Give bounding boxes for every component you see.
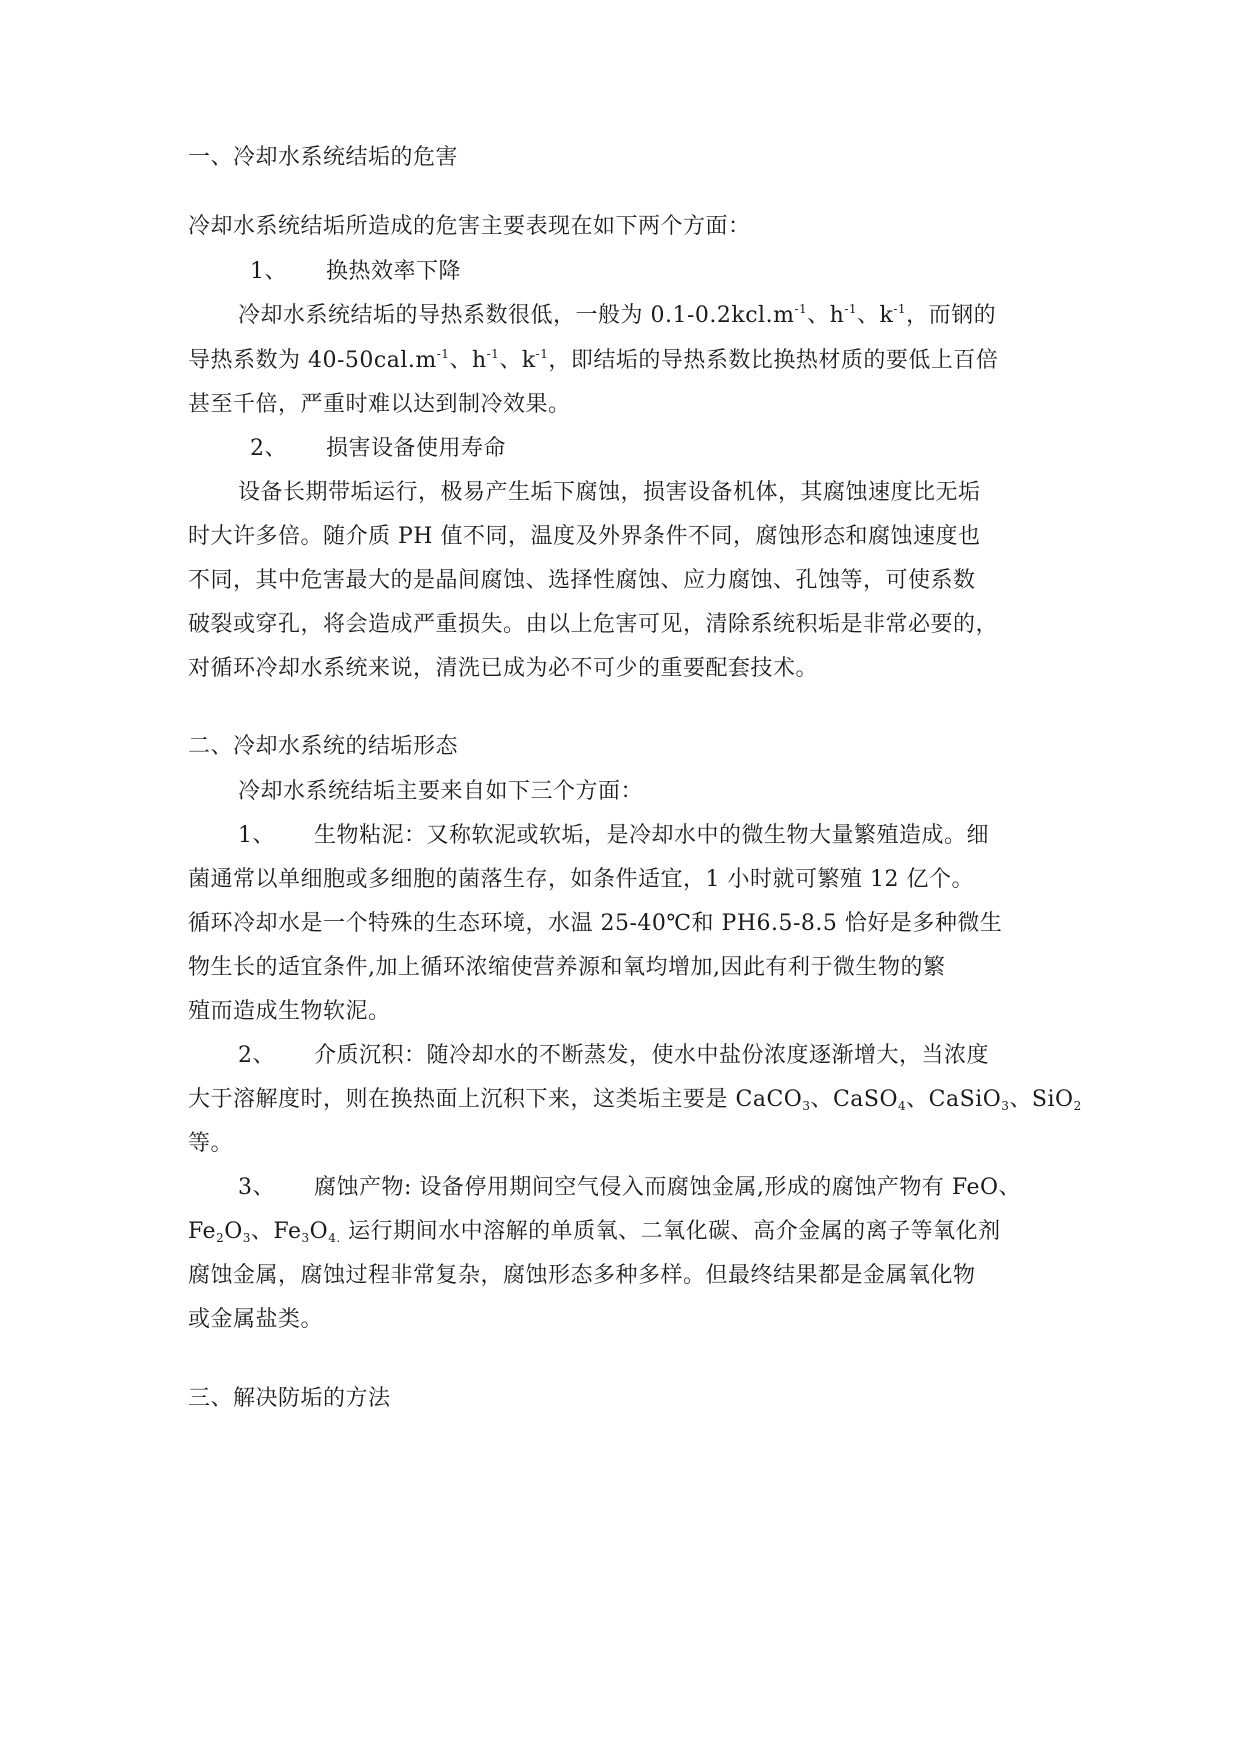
section-1-item-1-line-3: 甚至千倍，严重时难以达到制冷效果。 bbox=[188, 392, 571, 417]
section-2-intro: 冷却水系统结垢主要来自如下三个方面： bbox=[238, 779, 644, 804]
section-2-item-1-number: 1、 bbox=[238, 823, 275, 848]
section-1-item-2-line-3: 不同，其中危害最大的是晶间腐蚀、选择性腐蚀、应力腐蚀、孔蚀等，可使系数 bbox=[188, 568, 976, 593]
section-3-heading: 三、解决防垢的方法 bbox=[188, 1386, 391, 1411]
section-2-item-3-line-3: 腐蚀金属，腐蚀过程非常复杂，腐蚀形态多种多样。但最终结果都是金属氧化物 bbox=[188, 1263, 976, 1288]
section-1-item-2-line-2: 时大许多倍。随介质 PH 值不同，温度及外界条件不同，腐蚀形态和腐蚀速度也 bbox=[188, 524, 981, 549]
section-2-item-2-line-3: 等。 bbox=[188, 1131, 234, 1156]
section-2-item-1-line-4: 物生长的适宜条件,加上循环浓缩使营养源和氧均增加,因此有利于微生物的繁 bbox=[188, 955, 946, 980]
section-2-item-1-line-2: 菌通常以单细胞或多细胞的菌落生存，如条件适宜，1 小时就可繁殖 12 亿个。 bbox=[188, 867, 974, 892]
section-2-item-1-line-1: 生物粘泥：又称软泥或软垢，是冷却水中的微生物大量繁殖造成。细 bbox=[314, 823, 990, 848]
section-1-heading: 一、冷却水系统结垢的危害 bbox=[188, 145, 459, 170]
section-1-intro: 冷却水系统结垢所造成的危害主要表现在如下两个方面： bbox=[188, 214, 751, 239]
section-1-item-1-number: 1、 bbox=[250, 259, 287, 284]
section-2-item-2-line-1: 介质沉积：随冷却水的不断蒸发，使水中盐份浓度逐渐增大，当浓度 bbox=[314, 1043, 990, 1068]
section-1-item-2-number: 2、 bbox=[250, 436, 287, 461]
section-2-item-2-line-2: 大于溶解度时，则在换热面上沉积下来，这类垢主要是 CaCO$_3$、CaSO$_4$、CaSiO$_3$、SiO$_2$ bbox=[188, 1087, 1082, 1113]
section-1-item-1-line-1: 冷却水系统结垢的导热系数很低，一般为 $0.1-0.2kcl.m^{-1}$、$h^{-1}$、$k^{-1}$，而钢的 bbox=[238, 302, 997, 328]
section-2-item-3-line-1: 腐蚀产物: 设备停用期间空气侵入而腐蚀金属,形成的腐蚀产物有 FeO、 bbox=[314, 1175, 1022, 1200]
section-1-item-2-line-4: 破裂或穿孔，将会造成严重损失。由以上危害可见，清除系统积垢是非常必要的， bbox=[188, 612, 999, 637]
section-1-item-2-line-5: 对循环冷却水系统来说，清洗已成为必不可少的重要配套技术。 bbox=[188, 656, 819, 681]
section-2-item-2-number: 2、 bbox=[238, 1043, 275, 1068]
section-2-item-1-line-3: 循环冷却水是一个特殊的生态环境，水温 25-40℃和 PH6.5-8.5 恰好是多种微生 bbox=[188, 911, 1003, 936]
section-2-heading: 二、冷却水系统的结垢形态 bbox=[188, 734, 459, 759]
section-1-item-1-line-2: 导热系数为 $40-50cal.m^{-1}$、$h^{-1}$、$k^{-1}$，即结垢的导热系数比换热材质的要低上百倍 bbox=[188, 347, 999, 373]
section-1-item-1-title: 换热效率下降 bbox=[326, 259, 462, 284]
section-1-item-2-title: 损害设备使用寿命 bbox=[326, 436, 507, 461]
section-2-item-1-line-5: 殖而造成生物软泥。 bbox=[188, 999, 391, 1024]
section-2-item-3-line-4: 或金属盐类。 bbox=[188, 1307, 324, 1332]
section-2-item-3-number: 3、 bbox=[238, 1175, 275, 1200]
section-2-item-3-line-2: $Fe_2O_3$、$Fe_3O_{4.}$ 运行期间水中溶解的单质氧、二氧化碳、高介金属的离子等氧化剂 bbox=[188, 1219, 1001, 1245]
section-1-item-2-line-1: 设备长期带垢运行，极易产生垢下腐蚀，损害设备机体，其腐蚀速度比无垢 bbox=[238, 480, 981, 505]
